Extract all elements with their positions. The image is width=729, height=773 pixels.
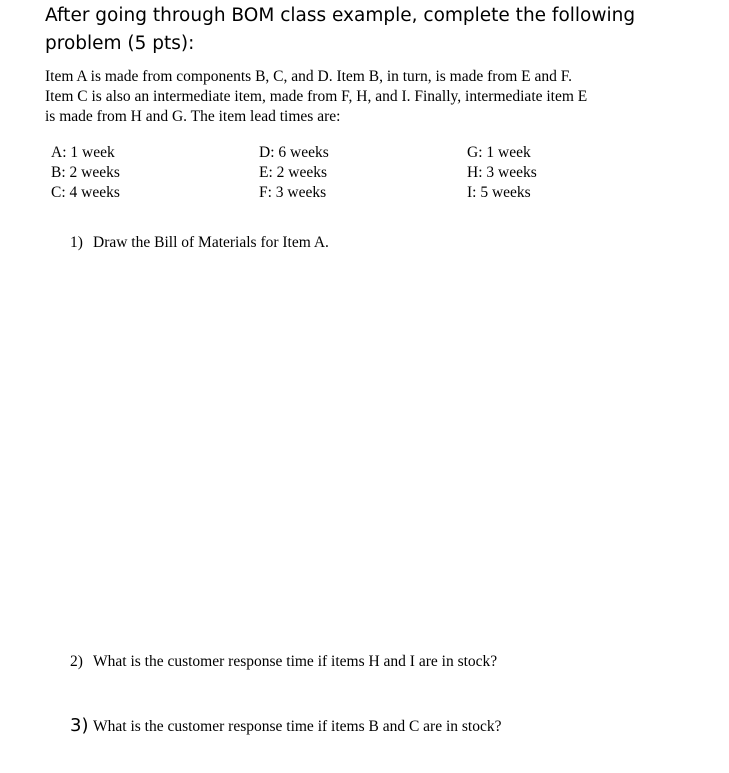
lead-times-column-1 — [51, 143, 120, 203]
lead-time-item-e: E: 2 weeks — [259, 164, 328, 181]
lead-time-item-a: A: 1 week — [51, 144, 115, 161]
lead-time-item-i: I: 5 weeks — [467, 184, 531, 201]
question-1-number: 1) — [70, 234, 83, 251]
lead-time-item-h: H: 3 weeks — [467, 164, 537, 181]
lead-times-column-3 — [467, 143, 537, 203]
lead-time-item-d: D: 6 weeks — [259, 144, 329, 161]
question-2 — [70, 652, 497, 672]
question-3 — [70, 716, 502, 737]
question-2-number: 2) — [70, 653, 83, 670]
problem-heading — [45, 2, 685, 58]
description-line-1: Item A is made from components B, C, and D. Item B, in turn, is made from E and F. — [45, 68, 572, 85]
lead-time-item-c: C: 4 weeks — [51, 184, 120, 201]
lead-time-item-f: F: 3 weeks — [259, 184, 327, 201]
lead-times-column-2 — [259, 143, 329, 203]
heading-line-2: problem (5 pts): — [45, 33, 195, 54]
question-3-text: What is the customer response time if items B and C are in stock? — [93, 718, 502, 735]
problem-description — [45, 67, 695, 127]
question-1-text: Draw the Bill of Materials for Item A. — [93, 234, 329, 251]
question-3-number: 3) — [70, 715, 89, 736]
description-line-3: is made from H and G. The item lead times are: — [45, 108, 341, 125]
heading-line-1: After going through BOM class example, complete the following — [45, 5, 636, 26]
lead-time-item-b: B: 2 weeks — [51, 164, 120, 181]
lead-time-item-g: G: 1 week — [467, 144, 531, 161]
question-2-text: What is the customer response time if items H and I are in stock? — [93, 653, 498, 670]
question-1 — [70, 233, 329, 253]
description-line-2: Item C is also an intermediate item, made from F, H, and I. Finally, intermediate item E — [45, 88, 588, 105]
